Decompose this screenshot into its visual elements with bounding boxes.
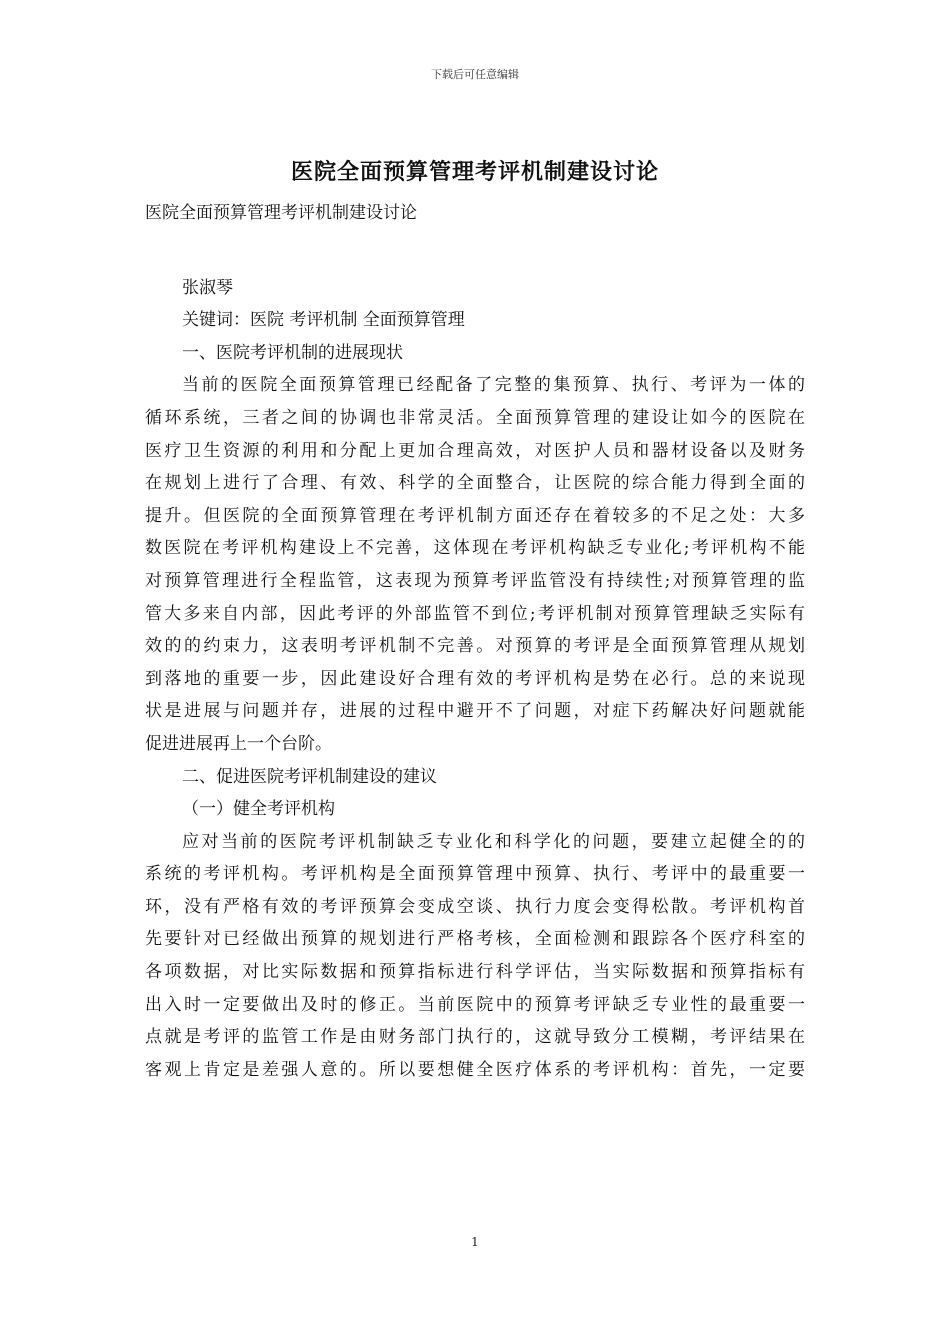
keywords-line: 关键词：医院 考评机制 全面预算管理 [182,310,465,331]
paragraph-line: 管大多来自内部，因此考评的外部监管不到位;考评机制对预算管理缺乏实际有 [145,603,805,624]
section2-heading: 二、促进医院考评机制建设的建议 [182,766,437,787]
paragraph-line: 数医院在考评机构建设上不完善，这体现在考评机构缺乏专业化;考评机构不能 [145,538,805,559]
paragraph-line: 提升。但医院的全面预算管理在考评机制方面还存在着较多的不足之处：大多 [145,505,805,526]
paragraph-line: 效的的约束力，这表明考评机制不完善。对预算的考评是全面预算管理从规划 [145,636,805,657]
paragraph-line: 到落地的重要一步，因此建设好合理有效的考评机构是势在必行。总的来说现 [145,668,805,689]
document-body [145,197,805,1086]
paragraph-line: 状是进展与问题并存，进展的过程中避开不了问题，对症下药解决好问题就能 [145,701,805,722]
page-number: 1 [471,1235,479,1249]
paragraph-line: 各项数据，对比实际数据和预算指标进行科学评估，当实际数据和预算指标有 [145,962,805,983]
paragraph-line: 点就是考评的监管工作是由财务部门执行的，这就导致分工模糊，考评结果在 [145,1027,805,1048]
paragraph-line: 应对当前的医院考评机制缺乏专业化和科学化的问题，要建立起健全的的 [182,831,805,852]
paragraph-line: 对预算管理进行全程监管，这表现为预算考评监管没有持续性;对预算管理的监 [145,570,805,591]
paragraph-line: 系统的考评机构。考评机构是全面预算管理中预算、执行、考评中的最重要一 [145,864,805,885]
paragraph-line: 促进进展再上一个台阶。 [145,733,332,754]
author-name: 张淑琴 [182,277,233,298]
paragraph-line: 出入时一定要做出及时的修正。当前医院中的预算考评缺乏专业性的最重要一 [145,994,805,1015]
page-header-note: 下载后可任意编辑 [431,68,519,81]
document-title: 医院全面预算管理考评机制建设讨论 [290,159,659,185]
paragraph-line: 当前的医院全面预算管理已经配备了完整的集预算、执行、考评为一体的 [182,375,805,396]
paragraph-line: 先要针对已经做出预算的规划进行严格考核，全面检测和跟踪各个医疗科室的 [145,929,805,950]
section2-subheading: （一）健全考评机构 [182,799,335,820]
paragraph-line: 在规划上进行了合理、有效、科学的全面整合，让医院的综合能力得到全面的 [145,473,805,494]
paragraph-line: 循环系统，三者之间的协调也非常灵活。全面预算管理的建设让如今的医院在 [145,407,805,428]
paragraph-line: 客观上肯定是差强人意的。所以要想健全医疗体系的考评机构：首先，一定要 [145,1059,805,1080]
paragraph-line: 医疗卫生资源的利用和分配上更加合理高效，对医护人员和器材设备以及财务 [145,440,805,461]
paragraph-line: 环，没有严格有效的考评预算会变成空谈、执行力度会变得松散。考评机构首 [145,896,805,917]
spacer [145,230,805,272]
document-subtitle: 医院全面预算管理考评机制建设讨论 [145,203,417,223]
section1-heading: 一、医院考评机制的进展现状 [182,342,403,363]
